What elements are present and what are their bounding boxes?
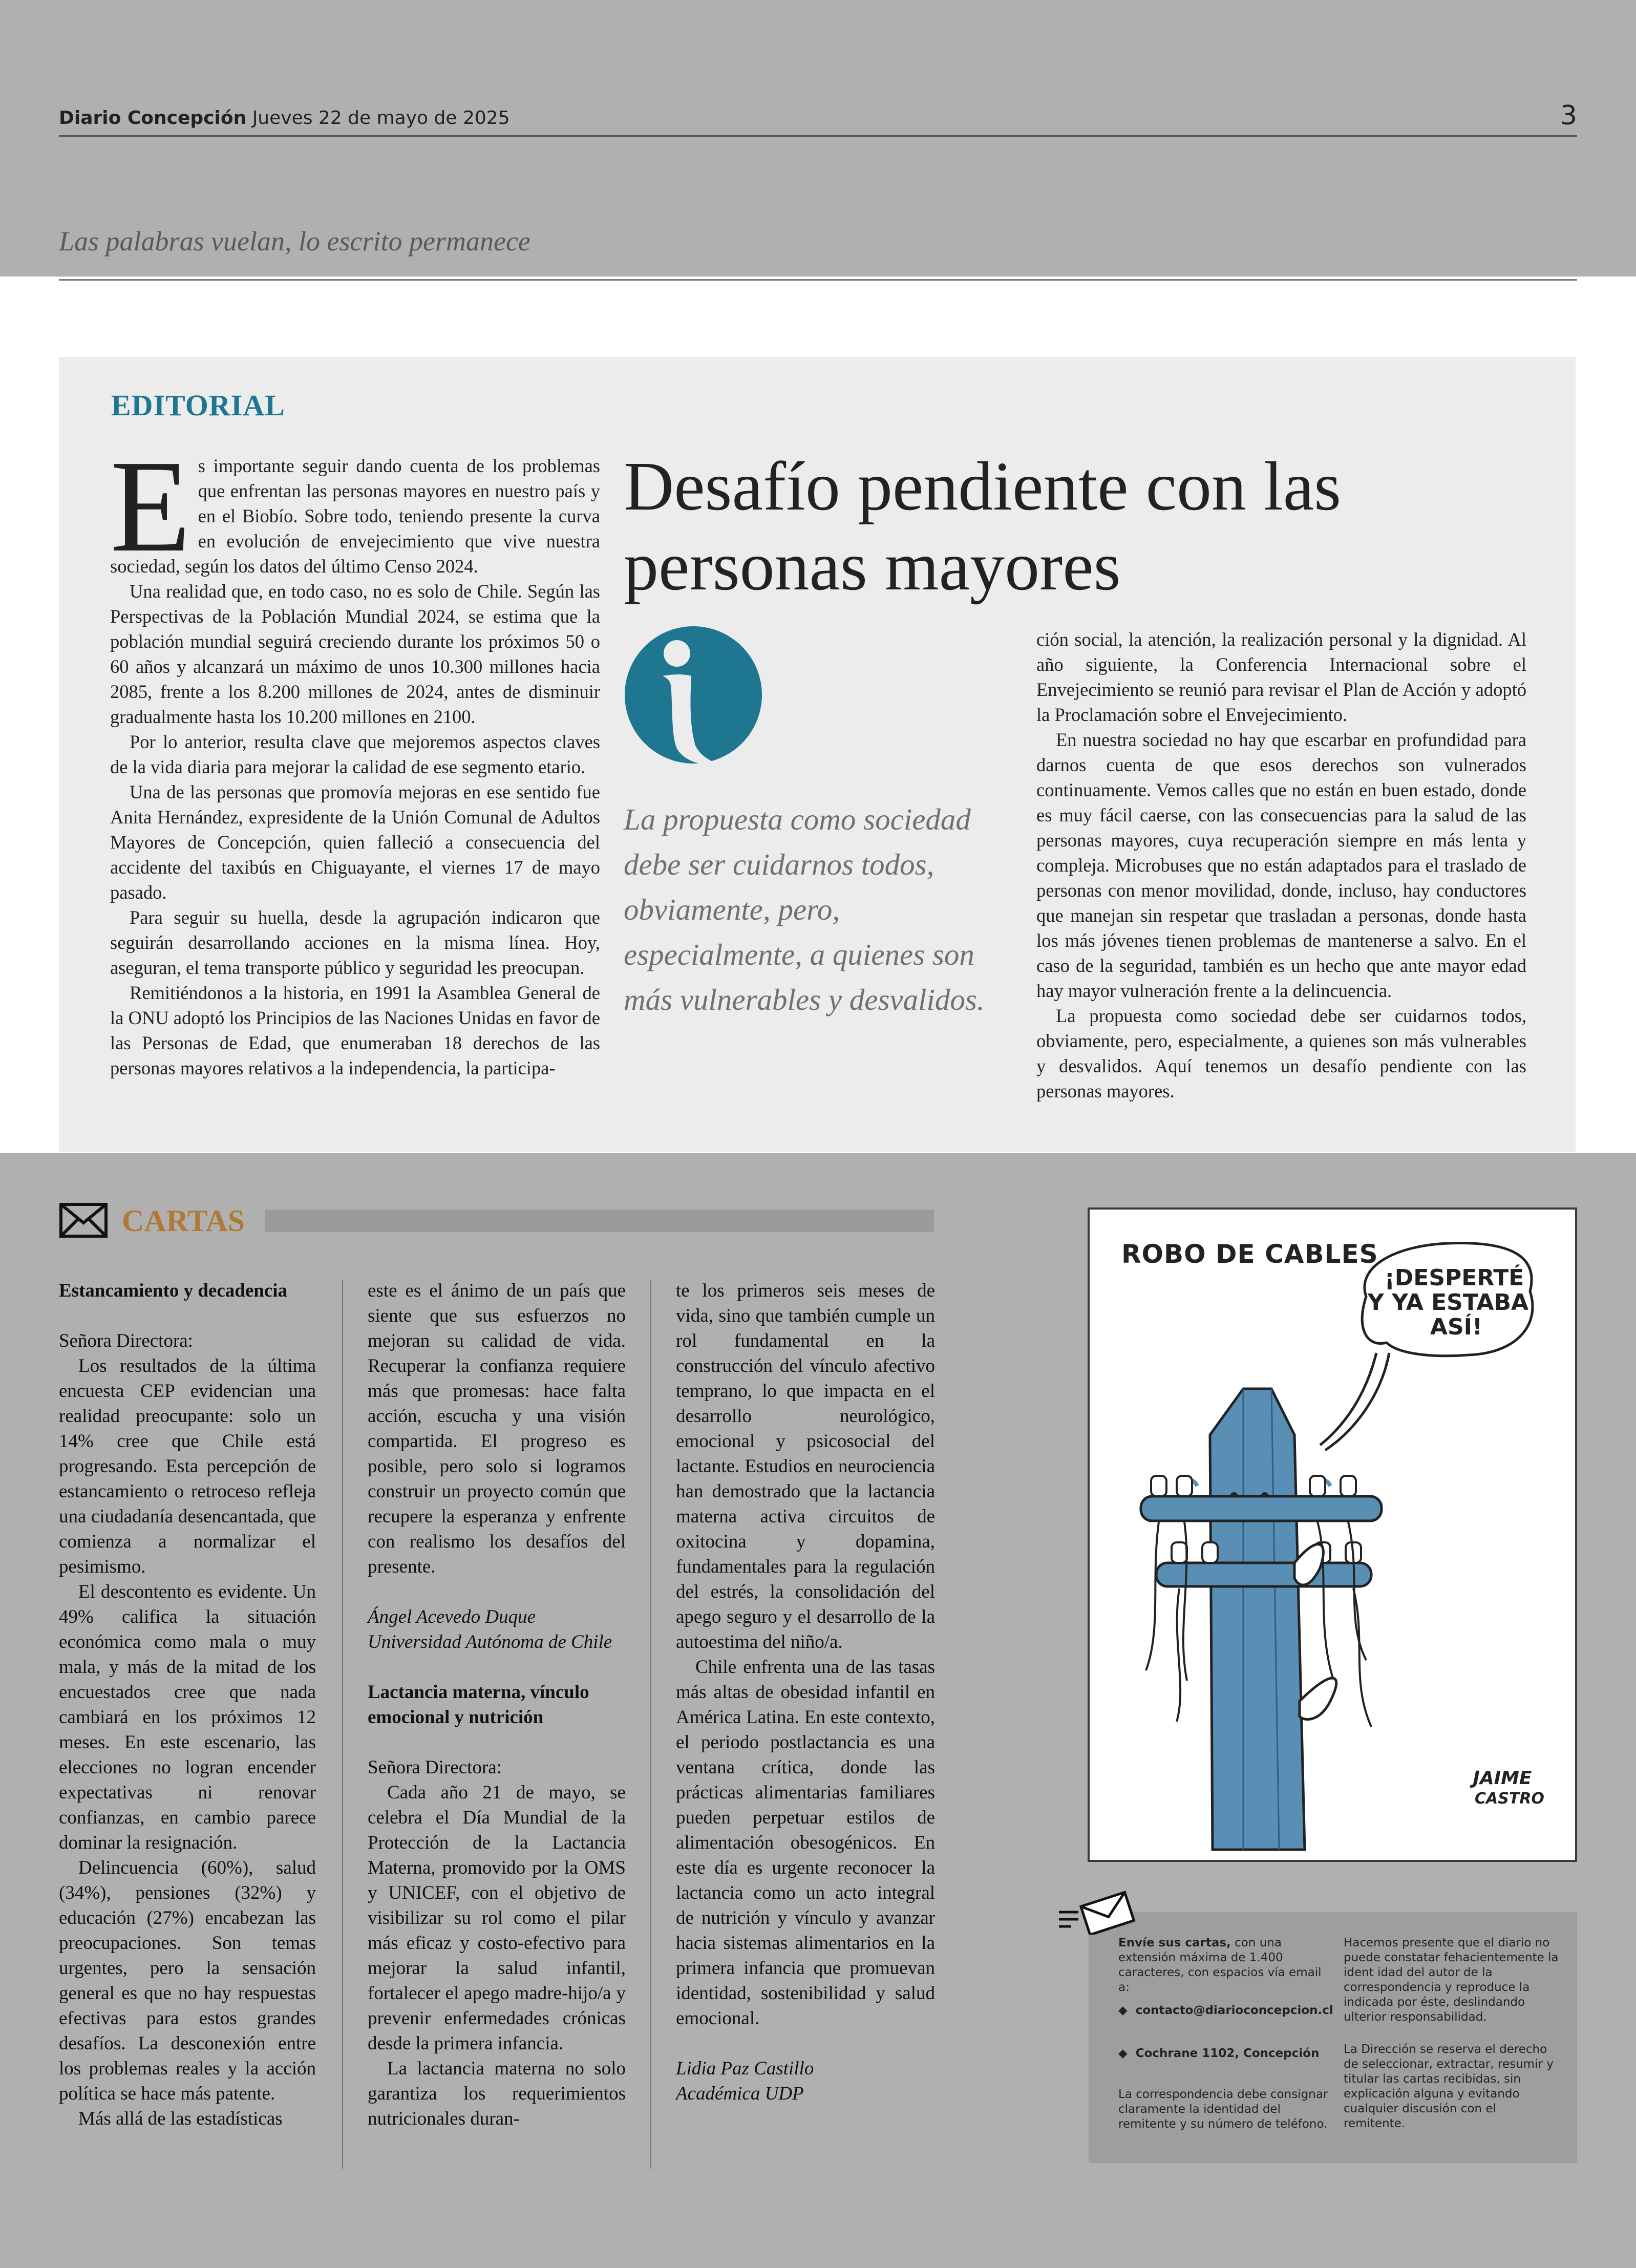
cartoon-title: ROBO DE CABLES <box>1121 1239 1378 1269</box>
editorial-paragraph: s importante seguir dando cuenta de los problemas que enfrentan las personas mayores en nuestro país y en el Biobío. Sobre todo, teniendo presente la curva en evolución de envejecimiento que vive nuestra sociedad, según los datos del último Censo 2024. <box>110 455 600 577</box>
letter-salutation: Señora Directora: <box>59 1330 193 1351</box>
letter-title: Lactancia materna, vínculo emocional y nutrición <box>368 1682 589 1728</box>
editorial-paragraph: ción social, la atención, la realización personal y la dignidad. Al año siguiente, la Conferencia Internacional sobre el Envejecimiento se reunió para revisar el Plan de Acción y adoptó la Proclamación sobre el Envejecimiento. <box>1036 629 1526 725</box>
letter-paragraph: Chile enfrenta una de las tasas más altas de obesidad infantil en América Latina. En este contexto, el periodo postlactancia es una ventana crítica, donde las prácticas alimentarias familiares pueden perpetuar estilos de alimentación obesogénicos. En este día es urgente reconocer la lactancia como un acto integral de nutrición y vínculo y avanzar hacia sistemas alimentarios en la primera infancia que promuevan identidad, sostenibilidad y salud emocional. <box>676 1657 935 2029</box>
send-instructions-text: con una extensión máxima de 1.400 caracteres, con espacios vía email a: <box>1118 1936 1322 1994</box>
contact-email-text[interactable]: contacto@diarioconcepcion.cl <box>1135 2004 1333 2017</box>
letter-paragraph: Cada año 21 de mayo, se celebra el Día Mundial de la Protección de la Lactancia Materna, promovido por la OMS y UNICEF, con el objetivo de visibilizar su rol como el pilar más eficaz y costo-efectivo para mejorar la salud infantil, fortalecer el apego madre-hijo/a y prevenir enfermedades crónicas desde la primera infancia. <box>368 1782 626 2054</box>
issue-date: Jueves 22 de mayo de 2025 <box>252 108 510 129</box>
column-rule <box>650 1280 651 2169</box>
letter-paragraph: este es el ánimo de un país que siente que sus esfuerzos no mejoran su calidad de vida. Recuperar la confianza requiere más que promesas: hace falta acción, escucha y una visión compartida. El progreso es posible, pero solo si logramos construir un proyecto común que recupere la esperanza y enfrente con realismo los desafíos del presente. <box>368 1280 626 1577</box>
page-number: 3 <box>1560 100 1577 131</box>
cartoon-signature: CASTRO <box>1475 1790 1544 1808</box>
drop-cap: E <box>110 433 191 579</box>
letter-paragraph: La lactancia materna no solo garantiza los requerimientos nutricionales duran- <box>368 2058 626 2129</box>
editorial-paragraph: Una de las personas que promovía mejoras en ese sentido fue Anita Hernández, expresidente de la Unión Comunal de Adultos Mayores de Concepción, quien falleció a consecuencia del accidente del taxibús en Chiguayante, el viernes 17 de mayo pasado. <box>110 781 600 903</box>
letter-affiliation: Universidad Autónoma de Chile <box>368 1631 612 1652</box>
identity-note: La correspondencia debe consignar claramente la identidad del remitente y su número de teléfono. <box>1118 2088 1328 2131</box>
cartas-label: CARTAS <box>122 1204 245 1238</box>
contact-address-text: Cochrane 1102, Concepción <box>1135 2047 1320 2060</box>
info-logo-icon <box>624 622 763 768</box>
editorial-paragraph: Una realidad que, en todo caso, no es solo de Chile. Según las Perspectivas de la Población Mundial 2024, se estima que la población mundial seguirá creciendo durante los próximos 50 o 60 años y alcanzará un máximo de unos 10.300 millones hacia 2085, frente a los 8.200 millones de 2024, antes de disminuir gradualmente hasta los 10.200 millones en 2100. <box>110 581 600 727</box>
editorial-paragraph: Para seguir su huella, desde la agrupación indicaron que seguirán desarrollando acciones en la misma línea. Hoy, aseguran, el tema transporte público y seguridad les preocupan. <box>110 907 600 978</box>
band-rule <box>59 279 1577 281</box>
speech-line: ¡DESPERTÉ <box>1384 1265 1524 1291</box>
editorial-paragraph: La propuesta como sociedad debe ser cuidarnos todos, obviamente, pero, especialmente, a quienes son más vulnerables y desvalidos. Aquí tenemos un desafío pendiente con las personas mayores. <box>1036 1005 1526 1101</box>
cartas-bar <box>265 1210 934 1232</box>
envelope-icon <box>59 1202 108 1238</box>
disclaimer-text: Hacemos presente que el diario no puede constatar fehacientemente la ident idad del autor de la correspondencia y reproduce la indicada por éste, deslindando ulterior responsabilidad. <box>1344 1936 1559 2024</box>
contact-email[interactable]: ◆ contacto@diarioconcepcion.cl <box>1118 2004 1333 2017</box>
masthead <box>59 108 510 129</box>
letter-paragraph: Más allá de las estadísticas <box>78 2108 283 2129</box>
letter-paragraph: Delincuencia (60%), salud (34%), pensiones (32%) y educación (27%) encabezan las preocupaciones. Son temas urgentes, pero la sensación general es que no hay respuestas efectivas para estos grandes desafíos. La desconexión entre los problemas reales y la acción política se hace más patente. <box>59 1857 316 2104</box>
editorial-column-3 <box>1036 627 1526 1104</box>
letters-column-2 <box>368 1278 626 2131</box>
letter-author: Lidia Paz Castillo <box>676 2058 814 2079</box>
letter-paragraph: te los primeros seis meses de vida, sino que también cumple un rol fundamental en la construcción del vínculo afectivo temprano, lo que impacta en el desarrollo neurológico, emocional y psicosocial del lactante. Estudios en neurociencia han demostrado que la lactancia materna activa circuitos de oxitocina y dopamina, fundamentales para la regulación del estrés, la consolidación del apego seguro y el desarrollo de la autoestima del niño/a. <box>676 1280 935 1652</box>
editorial-paragraph: Por lo anterior, resulta clave que mejoremos aspectos claves de la vida diaria para mejorar la calidad de ese segmento etario. <box>110 731 600 777</box>
editorial-label: EDITORIAL <box>111 389 285 422</box>
send-instructions <box>1118 1936 1333 1995</box>
speech-line: ASÍ! <box>1430 1314 1483 1340</box>
rights-text: La Dirección se reserva el derecho de seleccionar, extractar, resumir y titular las cartas recibidas, sin explicación alguna y evitando cualquier discusión con el remitente. <box>1344 2043 1554 2130</box>
flying-envelope-icon <box>1056 1889 1138 1935</box>
letter-title: Estancamiento y decadencia <box>59 1280 288 1301</box>
send-instructions-bold: Envíe sus cartas, <box>1118 1936 1231 1949</box>
letters-column-3 <box>676 1278 935 2106</box>
header-rule <box>59 135 1577 137</box>
editorial-paragraph: En nuestra sociedad no hay que escarbar en profundidad para darnos cuenta de que esos derechos son vulnerados continuamente. Vemos calles que no están en buen estado, donde es muy fácil caerse, con las consecuencias para la salud de las personas mayores, cuya recuperación siempre en más lenta y compleja. Microbuses que no están adaptados para el traslado de personas con menor movilidad, donde, incluso, hay conductores que manejan sin respetar que trasladan a personas, donde hasta los más jóvenes tienen problemas de mantenerse a salvo. En el caso de la seguridad, también es un hecho que ante mayor edad hay mayor vulneración frente a la delincuencia. <box>1036 729 1526 1001</box>
cartoon-illustration <box>1090 1210 1575 1860</box>
section-tagline: Las palabras vuelan, lo escrito permanece <box>59 226 530 257</box>
editorial-title: Desafío pendiente con las personas mayores <box>624 448 1342 605</box>
letter-paragraph: El descontento es evidente. Un 49% califica la situación económica como mala o muy mala, y más de la mitad de los encuestados cree que nada cambiará en los próximos 12 meses. En este escenario, las elecciones no logran encender expectativas ni renovar confianzas, en cambio parece dominar la resignación. <box>59 1581 316 1853</box>
editorial-paragraph: Remitiéndonos a la historia, en 1991 la Asamblea General de la ONU adoptó los Principios de las Naciones Unidas en favor de las Personas de Edad, que enumeraban 18 derechos de las personas mayores relativos a la independencia, la participa- <box>110 982 600 1078</box>
letter-author: Ángel Acevedo Duque <box>368 1606 536 1627</box>
cartoon-signature: JAIME <box>1473 1768 1532 1789</box>
letters-column-1 <box>59 1278 316 2131</box>
letter-paragraph: Los resultados de la última encuesta CEP evidencian una realidad preocupante: solo un 14% cree que Chile está progresando. Esta percepción de estancamiento o retroceso refleja una ciudadanía desencantada, que comienza a normalizar el pesimismo. <box>59 1355 316 1577</box>
paper-name: Diario Concepción <box>59 108 247 129</box>
speech-line: Y YA ESTABA <box>1367 1289 1529 1316</box>
letter-affiliation: Académica UDP <box>676 2083 804 2104</box>
column-rule <box>342 1280 343 2169</box>
letter-salutation: Señora Directora: <box>368 1757 502 1778</box>
editorial-column-1 <box>110 433 600 1080</box>
contact-address: ◆ Cochrane 1102, Concepción <box>1118 2047 1320 2060</box>
pull-quote: La propuesta como sociedad debe ser cuidarnos todos, obviamente, pero, especialmente, a quienes son más vulnerables y desvalidos. <box>624 802 985 1016</box>
